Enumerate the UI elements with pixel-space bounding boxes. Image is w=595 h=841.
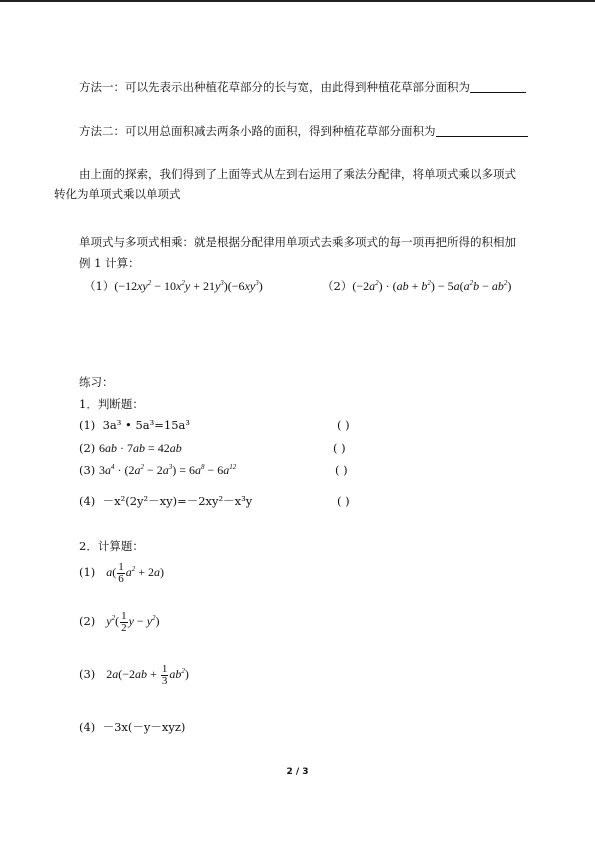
judge-item-2-label: (2) bbox=[79, 441, 96, 455]
judge-item-3-expression: $3a^4 \cdot (2a^2 - 2a^3) = 6a^8 - 6a^{12}$ bbox=[98, 463, 237, 477]
calc-item-2-label: (2) bbox=[79, 614, 96, 628]
rule-text: 单项式与多项式相乘：就是根据分配律用单项式去乘多项式的每一项再把所得的积相加 bbox=[79, 235, 516, 249]
explore-line-1: 由上面的探索，我们得到了上面等式从左到右运用了乘法分配律，将单项式乘以多项式 bbox=[79, 167, 516, 181]
calc-item-4-expression: －3x(－y－xyz) bbox=[102, 720, 186, 734]
page-top-rule bbox=[0, 0, 595, 2]
method1-blank bbox=[470, 80, 526, 93]
judge-item-4-expression: －x²(2y²－xy)=－2xy²－x³y bbox=[102, 494, 253, 508]
judge-item-4-answer: ( ) bbox=[337, 494, 350, 508]
judge-item-1-label: (1) bbox=[79, 418, 96, 432]
method2-text: 方法二：可以用总面积减去两条小路的面积，得到种植花草部分面积为 bbox=[79, 124, 436, 138]
calc-item-1 bbox=[79, 560, 164, 585]
example-problem-2 bbox=[322, 279, 511, 293]
calc-item-4-label: (4) bbox=[79, 720, 96, 734]
calc-item-1-label: (1) bbox=[79, 565, 96, 579]
calc-item-3 bbox=[79, 662, 189, 687]
example-problem-1-expression: $(-12xy^2 - 10x^2y + 21y^3)(-6xy^3)$ bbox=[114, 279, 263, 293]
judge-item-1-answer: ( ) bbox=[337, 418, 350, 432]
calc-item-2-expression: $y^2$( $\frac{1}{2}$ $y - y^2$) bbox=[106, 609, 160, 634]
judge-item-3 bbox=[79, 463, 236, 477]
judge-item-1 bbox=[79, 418, 190, 432]
judge-item-4-label: (4) bbox=[79, 494, 96, 508]
judge-item-3-label: (3) bbox=[79, 463, 96, 477]
judge-item-2-answer: ( ) bbox=[333, 441, 346, 455]
calc-item-3-label: (3) bbox=[79, 667, 96, 681]
judge-item-2 bbox=[79, 441, 182, 455]
method2-blank bbox=[436, 124, 528, 137]
example-problem-1 bbox=[84, 279, 263, 293]
method1-text: 方法一：可以先表示出种植花草部分的长与宽，由此得到种植花草部分面积为 bbox=[79, 80, 470, 94]
judge-item-3-answer: ( ) bbox=[335, 463, 348, 477]
calc-heading: 2．计算题： bbox=[79, 539, 144, 553]
judge-heading: 1．判断题： bbox=[79, 397, 144, 411]
method1-line bbox=[79, 80, 526, 94]
explore-line-2: 转化为单项式乘以单项式 bbox=[54, 187, 181, 201]
example-heading: 例 1 计算： bbox=[79, 256, 140, 270]
calc-item-4 bbox=[79, 720, 185, 734]
page-number: 2 / 3 bbox=[286, 767, 309, 777]
calc-item-1-expression: a( $\frac{1}{6}$ $a^2 + 2a$) bbox=[106, 560, 165, 585]
calc-item-3-expression: 2a(−2ab + $\frac{1}{3}$ $ab^2$) bbox=[106, 662, 189, 687]
calc-item-2 bbox=[79, 609, 160, 634]
example-problem-1-label: （1） bbox=[84, 279, 115, 293]
judge-item-4 bbox=[79, 494, 252, 508]
example-problem-2-expression: $(-2a^2) \cdot (ab + b^2) - 5a(a^2b - ab^2)$ bbox=[352, 279, 512, 293]
practice-heading: 练习： bbox=[79, 375, 114, 389]
judge-item-2-expression: 6ab · 7ab = 42ab bbox=[98, 441, 182, 455]
judge-item-1-expression: 3a³ • 5a³=15a³ bbox=[102, 418, 191, 432]
example-problem-2-label: （2） bbox=[322, 279, 353, 293]
method2-line bbox=[79, 124, 528, 138]
